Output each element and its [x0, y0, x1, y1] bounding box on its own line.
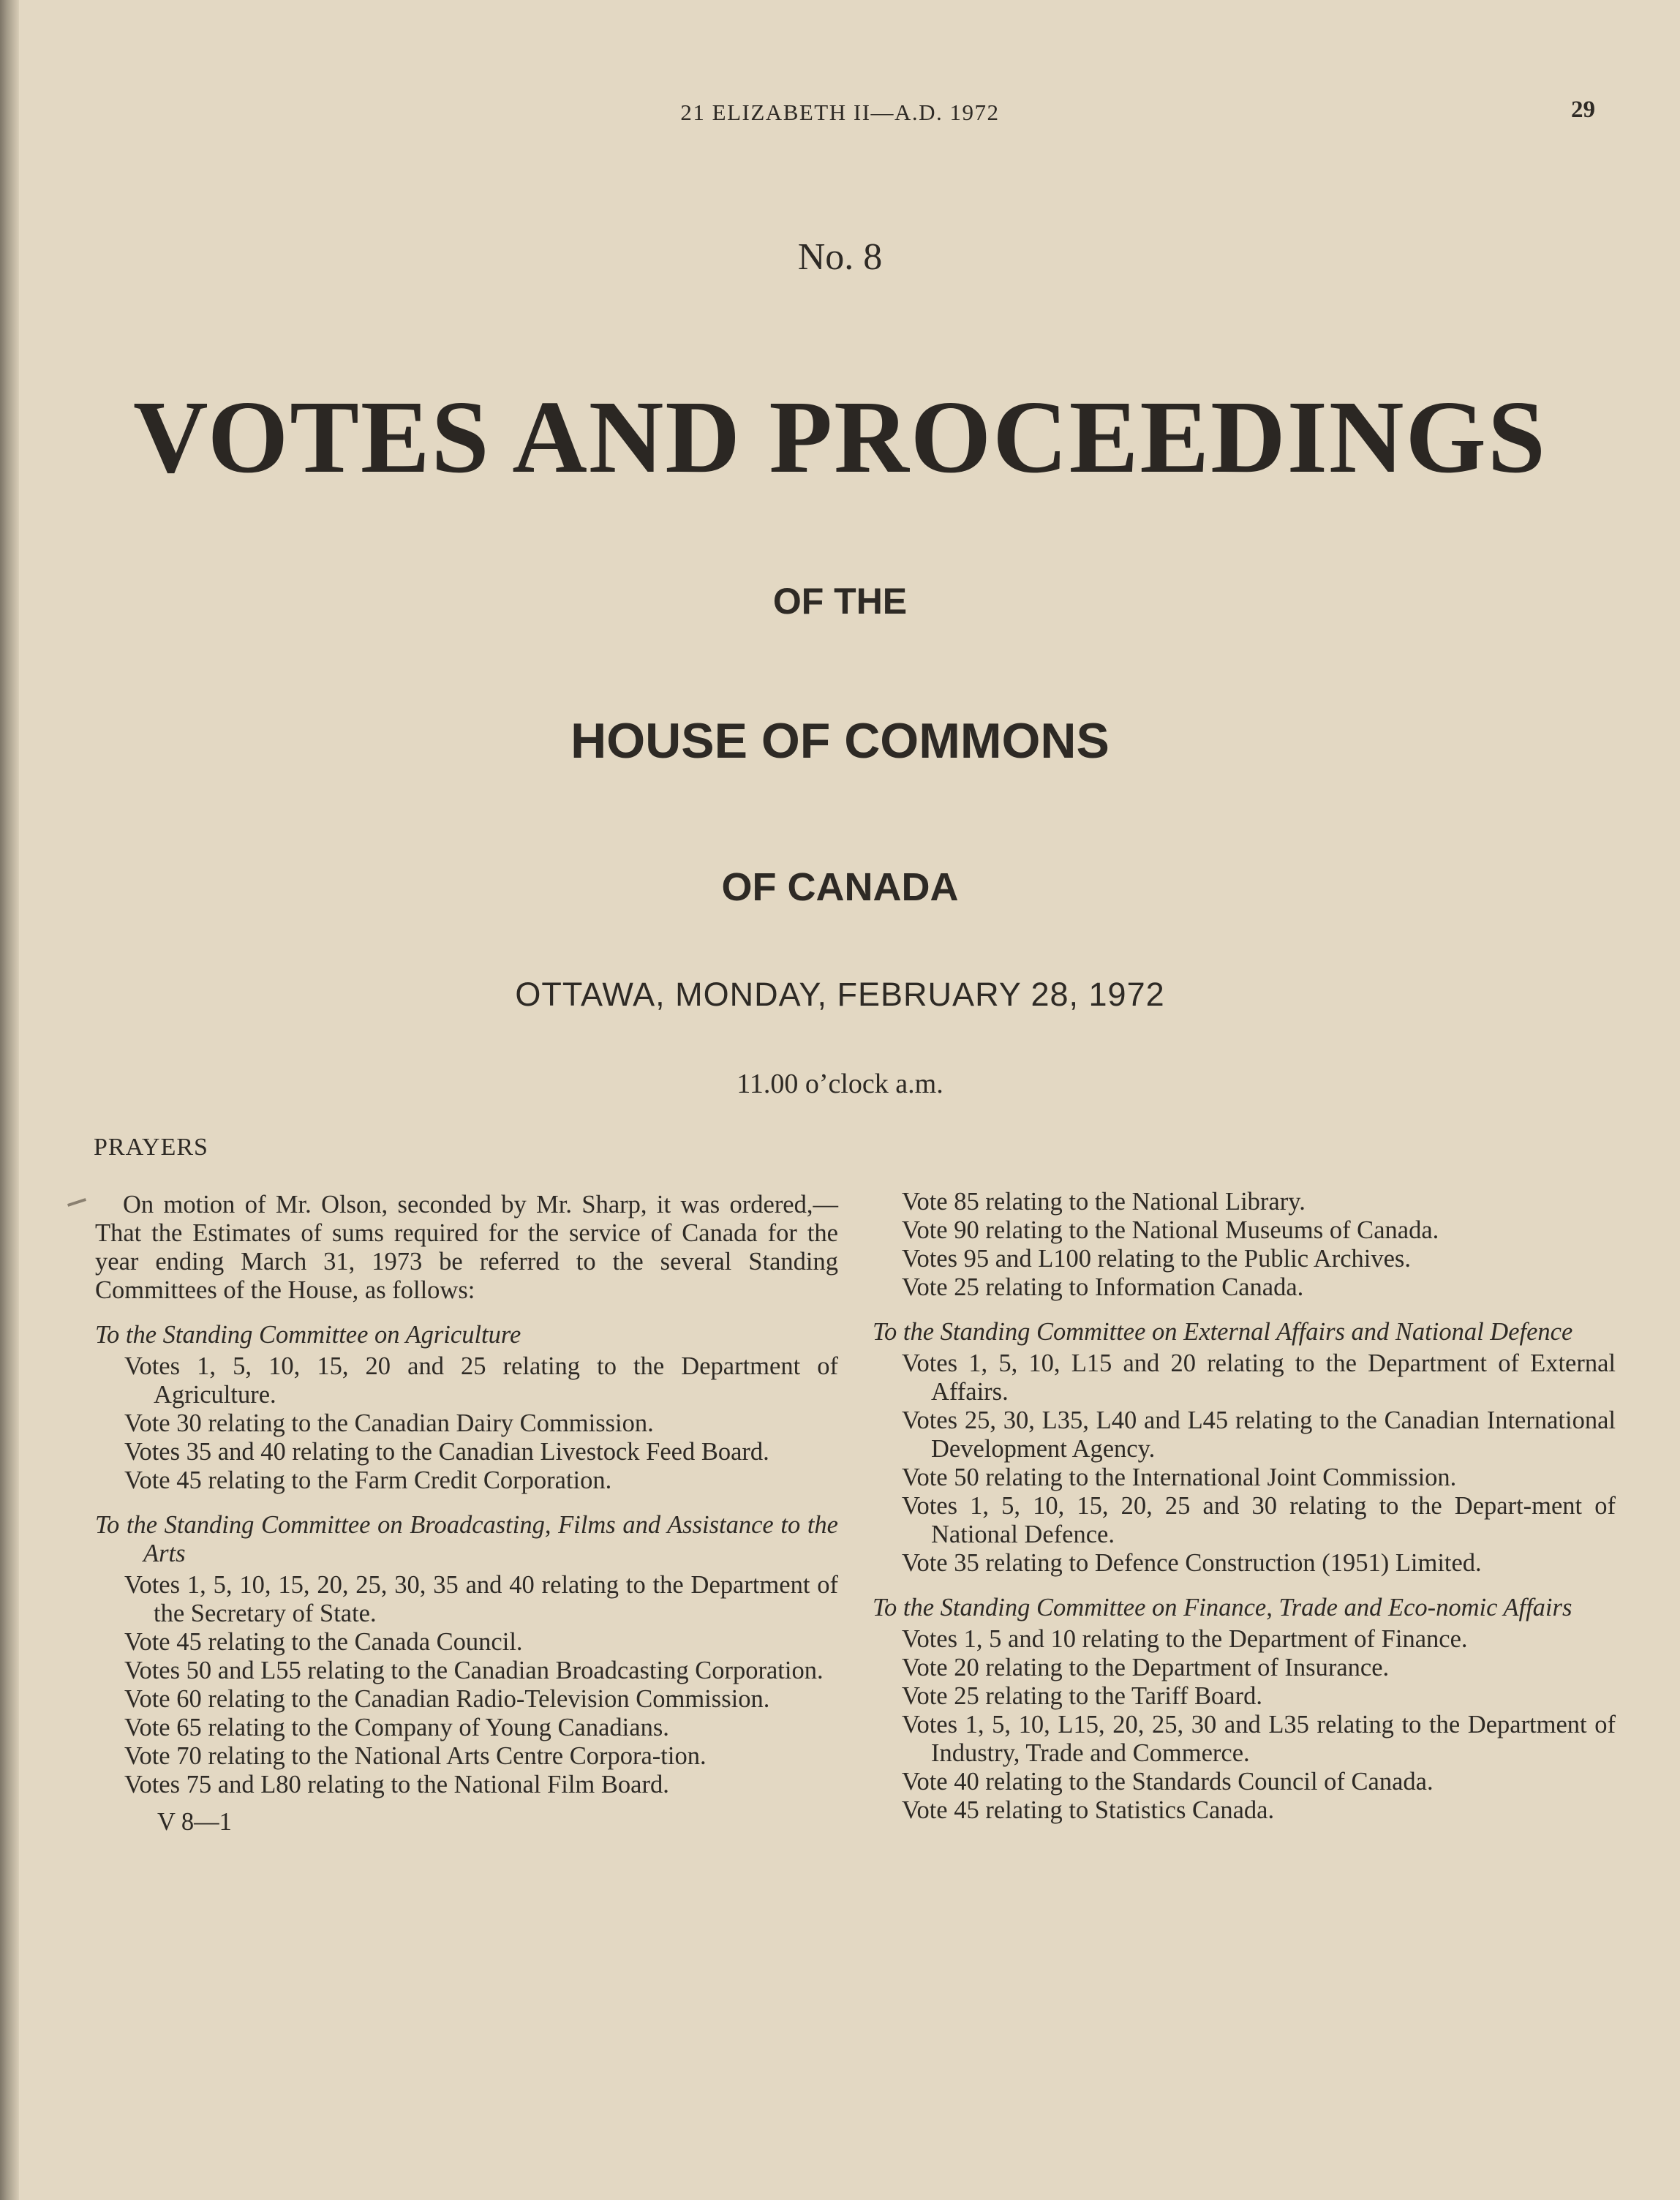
list-item: Votes 1, 5, 10, 15, 20 and 25 relating to the Department of Agriculture. [124, 1352, 838, 1409]
list-item: Votes 75 and L80 relating to the National Film Board. [124, 1771, 669, 1798]
list-item: Vote 60 relating to the Canadian Radio-Television Commission. [124, 1685, 770, 1713]
list-item: Vote 40 relating to the Standards Council of Canada. [902, 1768, 1434, 1796]
subtitle-of-canada: OF CANADA [721, 865, 959, 909]
prayers-heading: PRAYERS [94, 1134, 208, 1161]
list-item: Vote 25 relating to Information Canada. [902, 1273, 1304, 1301]
list-item: Vote 65 relating to the Company of Young Canadians. [124, 1714, 669, 1741]
list-item: Vote 45 relating to the Farm Credit Corporation. [124, 1466, 612, 1494]
list-item: Vote 20 relating to the Department of Insurance. [902, 1654, 1390, 1681]
list-item: Vote 30 relating to the Canadian Dairy Commission. [124, 1409, 654, 1437]
subtitle-house-of-commons: HOUSE OF COMMONS [570, 713, 1110, 769]
list-item: Vote 45 relating to the Canada Council. [124, 1628, 523, 1656]
sitting-time: 11.00 o’clock a.m. [737, 1069, 943, 1099]
subtitle-of-the: OF THE [772, 581, 908, 622]
list-item: Votes 95 and L100 relating to the Public Archives. [902, 1245, 1411, 1273]
list-item: Vote 25 relating to the Tariff Board. [902, 1682, 1262, 1710]
right-column [873, 1188, 1616, 1825]
list-item: Votes 1, 5, 10, L15, 20, 25, 30 and L35 relating to the Department of Industry, Trade and Commerce. [902, 1711, 1616, 1767]
page-number: 29 [1571, 97, 1595, 123]
list-item: Votes 25, 30, L35, L40 and L45 relating to the Canadian International Development Agency. [902, 1406, 1616, 1463]
running-head: 21 ELIZABETH II—A.D. 1972 [680, 99, 1000, 125]
signature-mark: V 8—1 [157, 1808, 232, 1836]
list-item: Votes 1, 5, 10, 15, 20, 25 and 30 relating to the Depart-ment of National Defence. [902, 1492, 1616, 1548]
list-item: Vote 70 relating to the National Arts Centre Corpora-tion. [124, 1742, 707, 1770]
sitting-date: OTTAWA, MONDAY, FEBRUARY 28, 1972 [515, 976, 1165, 1013]
issue-number: No. 8 [797, 236, 883, 278]
list-item: Votes 1, 5 and 10 relating to the Department of Finance. [902, 1625, 1468, 1653]
document-title: VOTES AND PROCEEDINGS [133, 379, 1547, 494]
list-item: Vote 85 relating to the National Library. [902, 1188, 1306, 1216]
list-item: Vote 35 relating to Defence Construction (1951) Limited. [902, 1549, 1482, 1577]
list-item: Votes 35 and 40 relating to the Canadian Livestock Feed Board. [124, 1438, 769, 1466]
list-item: Votes 50 and L55 relating to the Canadian Broadcasting Corporation. [124, 1657, 824, 1684]
list-item: Vote 90 relating to the National Museums of Canada. [902, 1216, 1439, 1244]
margin-pencil-mark [67, 1198, 86, 1207]
committee-heading-external-affairs: To the Standing Committee on External Affairs and National Defence [873, 1318, 1573, 1346]
left-column [95, 1191, 838, 1837]
list-item: Vote 45 relating to Statistics Canada. [902, 1796, 1275, 1824]
committee-heading-agriculture: To the Standing Committee on Agriculture [95, 1321, 521, 1349]
intro-paragraph: On motion of Mr. Olson, seconded by Mr. Sharp, it was ordered,—That the Estimates of sums required for the service of Canada for the year ending March 31, 1973 be referred to the several Standing Committees of the House, as follows: [95, 1191, 838, 1304]
page-binding-edge [0, 0, 19, 2200]
committee-heading-finance: To the Standing Committee on Finance, Trade and Eco-nomic Affairs [873, 1594, 1572, 1621]
list-item: Votes 1, 5, 10, L15 and 20 relating to the Department of External Affairs. [902, 1349, 1616, 1406]
committee-heading-broadcasting: To the Standing Committee on Broadcasting, Films and Assistance to the Arts [95, 1511, 838, 1567]
list-item: Vote 50 relating to the International Joint Commission. [902, 1463, 1457, 1491]
list-item: Votes 1, 5, 10, 15, 20, 25, 30, 35 and 40 relating to the Department of the Secretary of State. [124, 1571, 838, 1627]
